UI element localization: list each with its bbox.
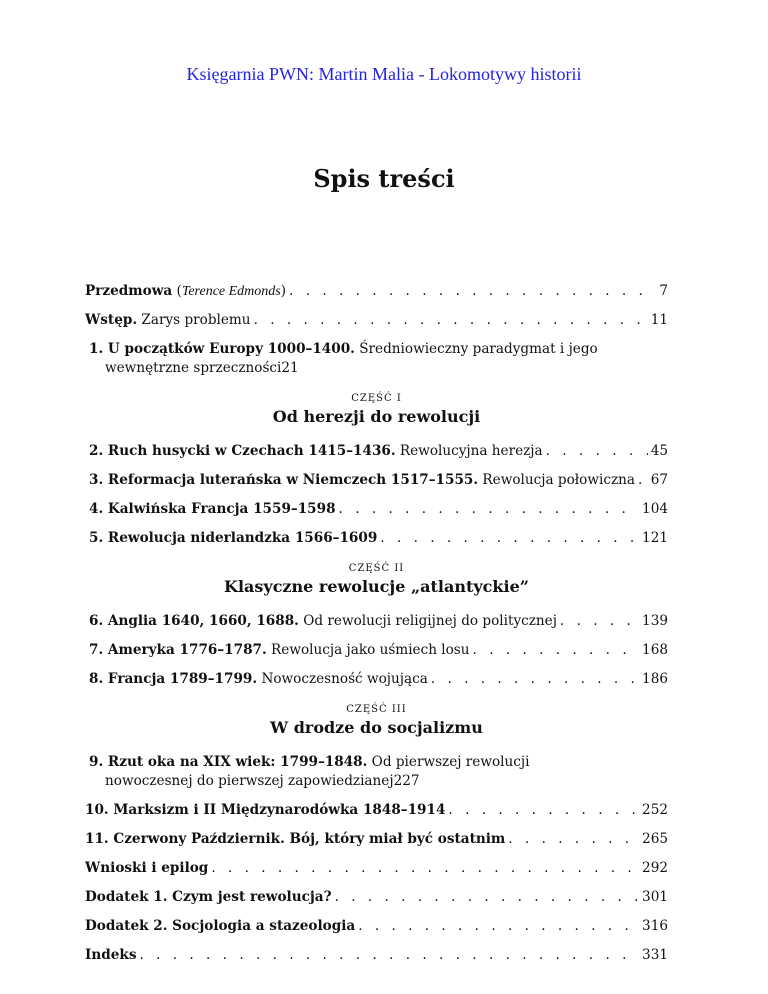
toc-entry-ch4[interactable] xyxy=(85,500,668,519)
entry-subtitle: Nowoczesność wojująca xyxy=(257,671,428,687)
entry-subtitle-cont: nowoczesnej do pierwszej zapowiedzianej xyxy=(105,773,394,789)
entry-title: 1. U początków Europy 1000–1400. xyxy=(89,341,355,357)
dot-leader xyxy=(431,670,639,689)
part-3-heading xyxy=(85,703,668,739)
part-label: CZĘŚĆ III xyxy=(346,704,407,715)
toc-entry-ch9[interactable] xyxy=(85,753,668,791)
page-number: 7 xyxy=(659,283,668,299)
toc-entry-ch6[interactable] xyxy=(85,612,668,631)
entry-subtitle: Średniowieczny paradygmat i jego xyxy=(354,341,598,357)
dot-leader xyxy=(339,500,640,519)
dot-leader xyxy=(254,311,648,330)
entry-title: Wnioski i epilog xyxy=(85,860,209,876)
toc-entry-dodatek-2[interactable] xyxy=(85,917,668,936)
toc-entry-ch3[interactable] xyxy=(85,471,668,490)
dot-leader xyxy=(508,830,639,849)
page-number: 67 xyxy=(650,472,668,488)
dot-leader xyxy=(335,888,639,907)
toc-entry-ch10[interactable] xyxy=(85,801,668,820)
entry-title: 6. Anglia 1640, 1660, 1688. xyxy=(89,613,299,629)
entry-title: Dodatek 1. Czym jest rewolucja? xyxy=(85,889,332,905)
entry-subtitle: Rewolucyjna herezja xyxy=(395,443,543,459)
toc-entry-ch1[interactable] xyxy=(85,340,668,378)
entry-title: 10. Marksizm i II Międzynarodówka 1848–1914 xyxy=(85,802,446,818)
toc-entry-ch7[interactable] xyxy=(85,641,668,660)
page-number: 121 xyxy=(642,530,668,546)
entry-subtitle: Od pierwszej rewolucji xyxy=(367,754,530,770)
dot-leader xyxy=(211,859,639,878)
page-number: 292 xyxy=(642,860,668,876)
part-1-heading xyxy=(85,392,668,428)
page-number: 331 xyxy=(642,947,668,963)
page-number: 139 xyxy=(642,613,668,629)
entry-title: 3. Reformacja luterańska w Niemczech 1517–1555. xyxy=(89,472,479,488)
header-link[interactable]: Księgarnia PWN: Martin Malia - Lokomotywy historii xyxy=(186,64,582,84)
entry-title: 8. Francja 1789–1799. xyxy=(89,671,258,687)
entry-title: 11. Czerwony Październik. Bój, który miał być ostatnim xyxy=(85,831,506,847)
toc-entry-dodatek-1[interactable] xyxy=(85,888,668,907)
entry-subtitle: Rewolucja jako uśmiech losu xyxy=(266,642,470,658)
entry-subtitle-cont: wewnętrzne sprzeczności xyxy=(105,360,282,376)
dot-leader xyxy=(289,282,656,301)
entry-title: 4. Kalwińska Francja 1559–1598 xyxy=(89,501,336,517)
toc-entry-indeks[interactable] xyxy=(85,946,668,965)
toc-entry-ch5[interactable] xyxy=(85,529,668,548)
entry-subtitle: Rewolucja połowiczna xyxy=(478,472,635,488)
page-number: 316 xyxy=(642,918,668,934)
page-number: 168 xyxy=(642,642,668,658)
part-label: CZĘŚĆ II xyxy=(348,563,405,574)
toc-entry-przedmowa[interactable] xyxy=(85,282,668,301)
part-title: Klasyczne rewolucje „atlantyckie” xyxy=(224,577,529,596)
dot-leader xyxy=(546,442,648,461)
toc-entry-wstep[interactable] xyxy=(85,311,668,330)
page-number: 21 xyxy=(281,360,299,376)
toc-entry-ch11[interactable] xyxy=(85,830,668,849)
toc-entry-wnioski[interactable] xyxy=(85,859,668,878)
dot-leader xyxy=(139,946,639,965)
entry-title: Przedmowa xyxy=(85,283,173,299)
page-number: 252 xyxy=(642,802,668,818)
dot-leader xyxy=(560,612,639,631)
toc-entry-ch8[interactable] xyxy=(85,670,668,689)
entry-title: 5. Rewolucja niderlandzka 1566–1609 xyxy=(89,530,378,546)
page-number: 301 xyxy=(642,889,668,905)
page-number: 227 xyxy=(393,773,420,789)
entry-title: 2. Ruch husycki w Czechach 1415–1436. xyxy=(89,443,396,459)
dot-leader xyxy=(358,917,639,936)
dot-leader xyxy=(638,471,648,490)
part-title: Od herezji do rewolucji xyxy=(272,407,481,426)
entry-title: Dodatek 2. Socjologia a stazeologia xyxy=(85,918,356,934)
part-title: W drodze do socjalizmu xyxy=(270,718,483,737)
page-number: 11 xyxy=(650,312,668,328)
entry-subtitle: Od rewolucji religijnej do politycznej xyxy=(298,613,557,629)
dot-leader xyxy=(473,641,640,660)
entry-close-paren: ) xyxy=(280,283,287,299)
toc-entry-ch2[interactable] xyxy=(85,442,668,461)
page-number: 104 xyxy=(642,501,668,517)
page-title: Spis treści xyxy=(313,164,455,193)
entry-open-paren: ( xyxy=(172,283,182,299)
dot-leader xyxy=(448,801,639,820)
part-2-heading xyxy=(85,562,668,598)
page-number: 186 xyxy=(642,671,668,687)
dot-leader xyxy=(380,529,639,548)
entry-title: 7. Ameryka 1776–1787. xyxy=(89,642,267,658)
table-of-contents xyxy=(85,282,668,975)
page-number: 45 xyxy=(650,443,668,459)
part-label: CZĘŚĆ I xyxy=(351,393,402,404)
editor-name: Terence Edmonds xyxy=(181,284,281,299)
page-number: 265 xyxy=(642,831,668,847)
entry-title: Wstęp. xyxy=(85,312,138,328)
entry-title: 9. Rzut oka na XIX wiek: 1799–1848. xyxy=(89,754,368,770)
entry-title: Indeks xyxy=(85,947,137,963)
entry-subtitle: Zarys problemu xyxy=(137,312,251,328)
